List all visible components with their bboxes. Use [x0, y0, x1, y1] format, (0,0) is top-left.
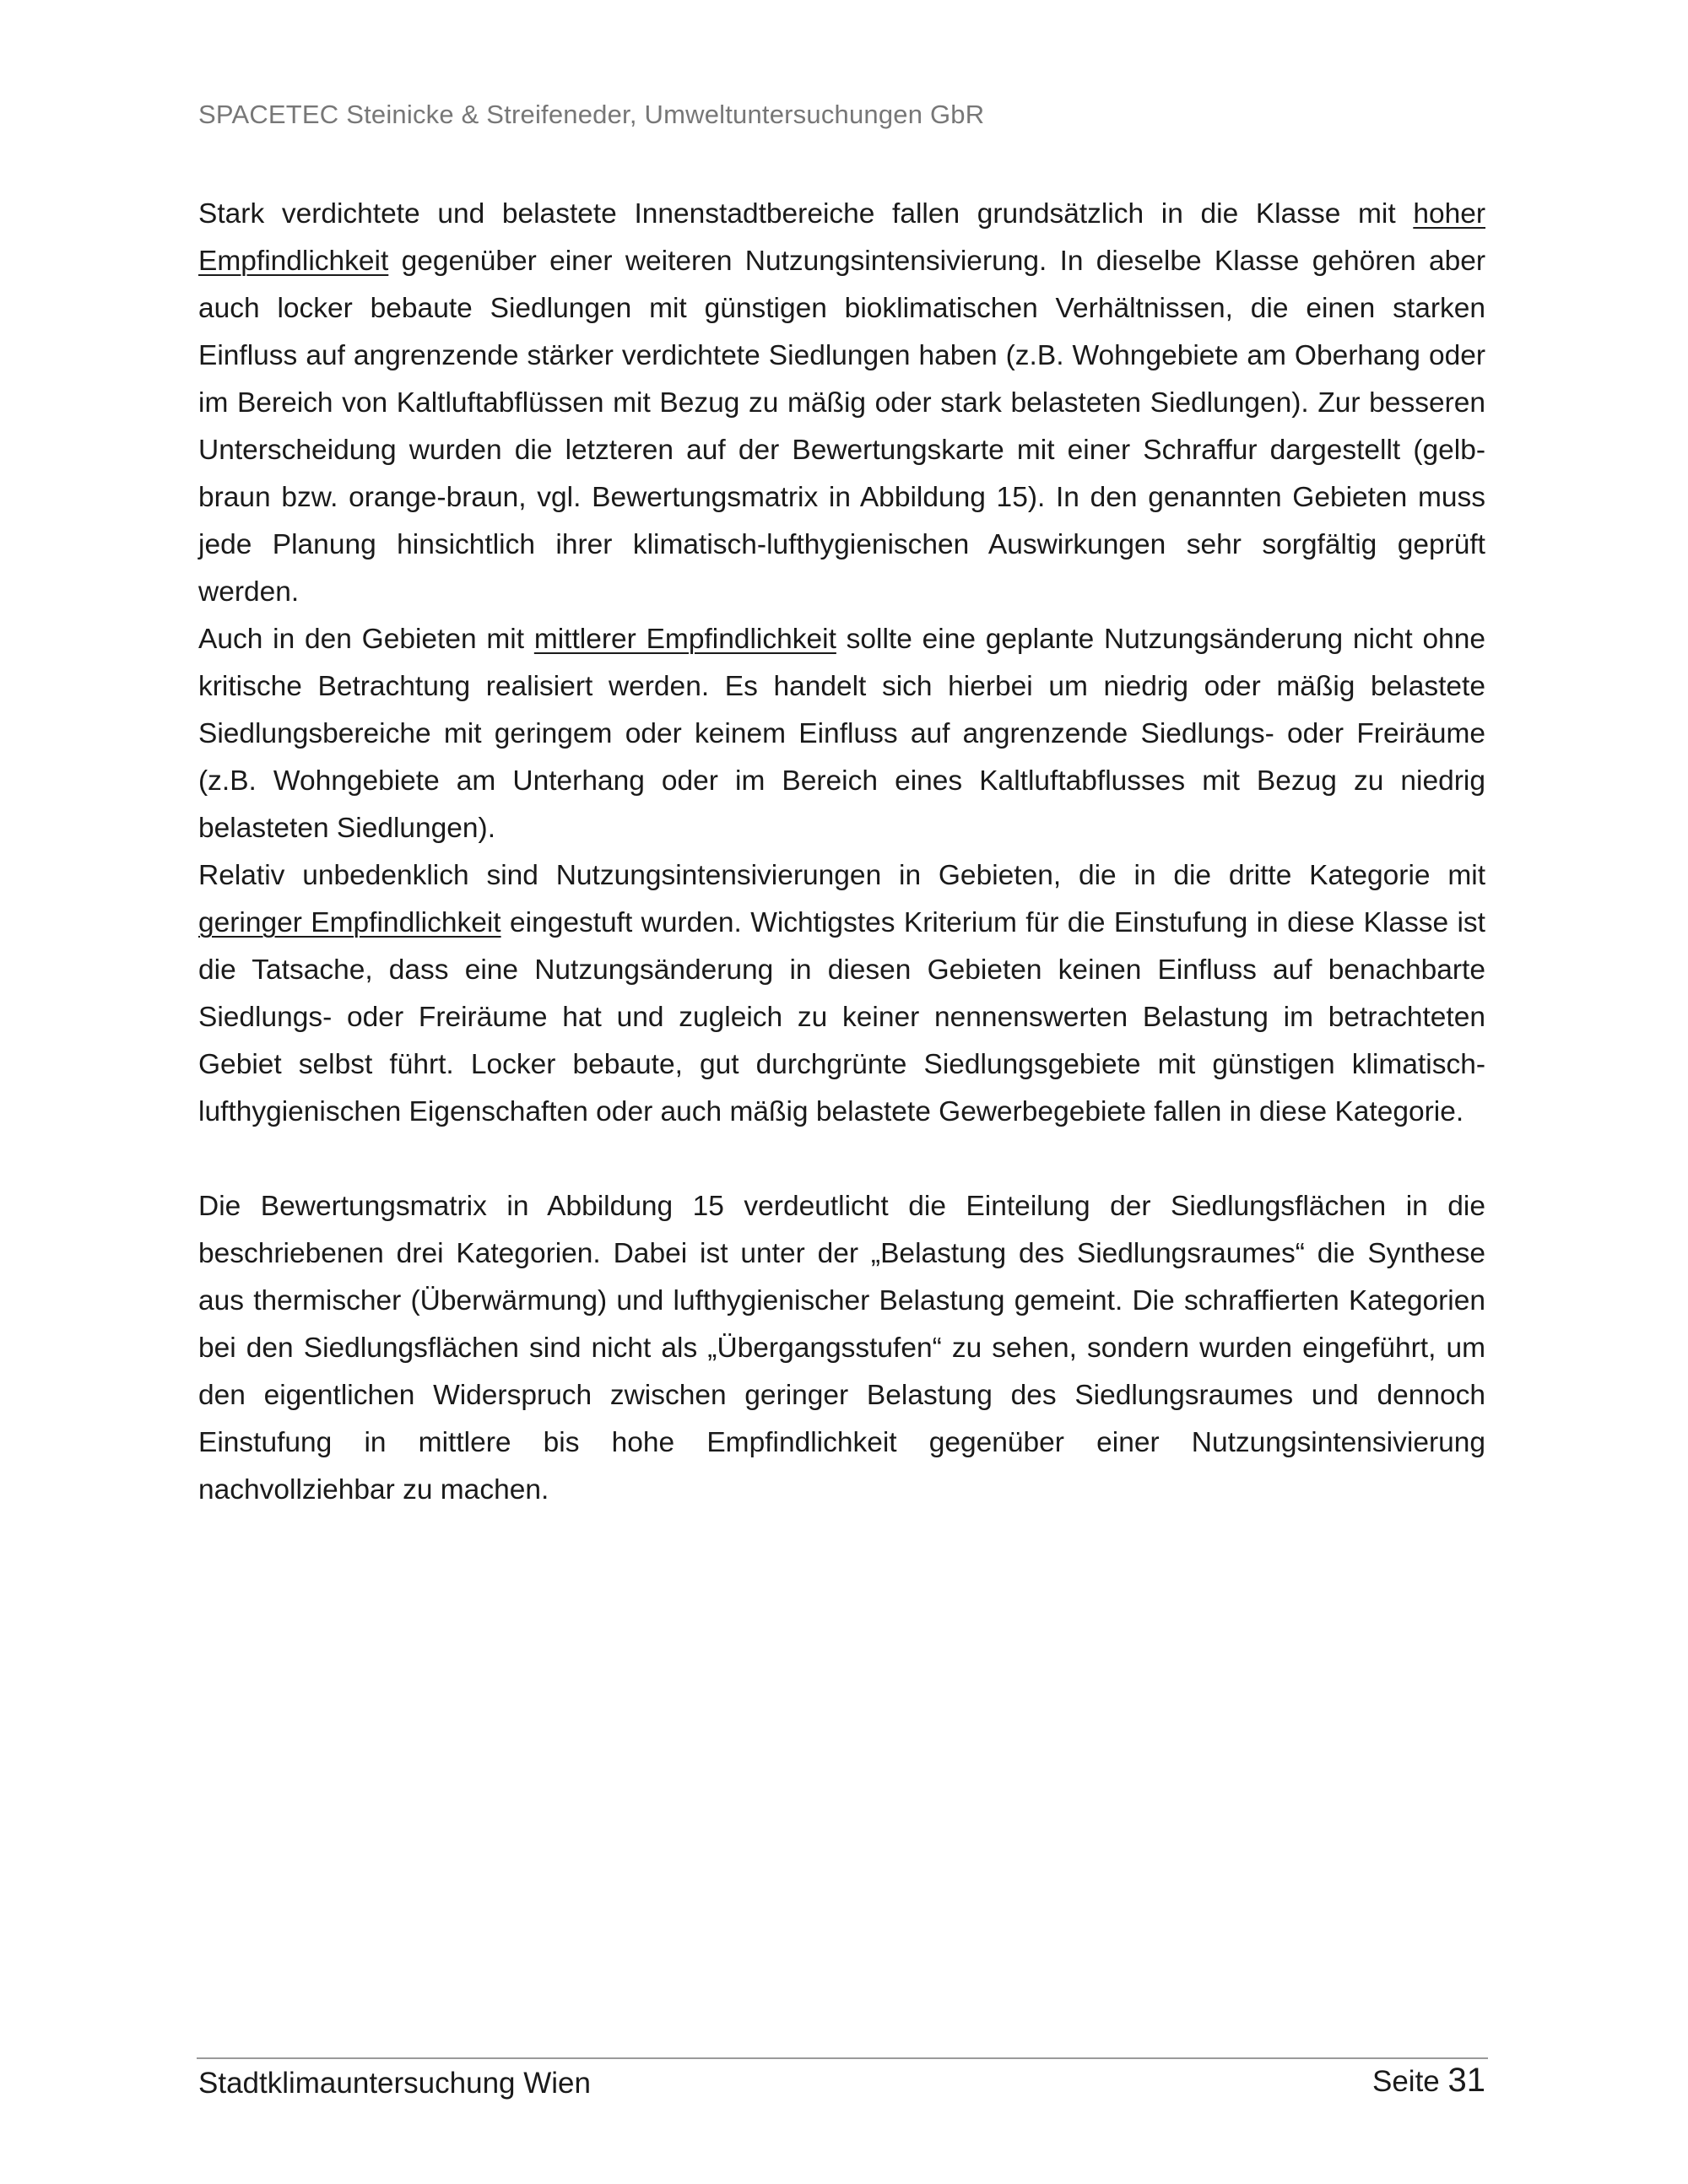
paragraph-text: Stark verdichtete und belastete Innenstadtbereiche fallen grundsätzlich in die Klasse mit — [198, 198, 1414, 230]
paragraph-text: gegenüber einer weiteren Nutzungsintensivierung. In dieselbe Klasse gehören aber auch locker bebaute Siedlungen mit günstigen bioklimatischen Verhältnissen, die einen starken Einfluss auf angrenzende stärker verdichtete Siedlungen haben (z.B. Wohngebiete am Oberhang oder im Bereich von Kaltluftabflüssen mit Bezug zu mäßig oder stark belasteten Siedlungen). Zur besseren Unterscheidung wurden die letzteren auf der Bewertungskarte mit einer Schraffur dargestellt (gelb-braun bzw. orange-braun, vgl. Bewertungsmatrix in Abbildung 15). In den genannten Gebieten muss jede Planung hinsichtlich ihrer klimatisch-lufthygienischen Auswirkungen sehr sorgfältig geprüft werden. — [198, 246, 1485, 608]
footer-document-title: Stadtklimauntersuchung Wien — [198, 2067, 591, 2100]
underlined-term-high-sensitivity: hoher Empfindlichkeit — [198, 198, 1485, 277]
paragraph-low-sensitivity — [198, 852, 1485, 1136]
paragraph-text: sollte eine geplante Nutzungsänderung nicht ohne kritische Betrachtung realisiert werden. Es handelt sich hierbei um niedrig oder mäßig belastete Siedlungsbereiche mit geringem oder keinem Einfluss auf angrenzende Siedlungs- oder Freiräume (z.B. Wohngebiete am Unterhang oder im Bereich eines Kaltluftabflusses mit Bezug zu niedrig belasteten Siedlungen). — [198, 624, 1485, 844]
page-header: SPACETEC Steinicke & Streifeneder, Umweltuntersuchungen GbR — [198, 100, 985, 129]
page-label: Seite — [1372, 2065, 1440, 2098]
footer-page-number — [1372, 2059, 1485, 2103]
paragraph-text: Auch in den Gebieten mit — [198, 624, 534, 655]
underlined-term-medium-sensitivity: mittlerer Empfindlichkeit — [533, 624, 836, 655]
paragraph-evaluation-matrix: Die Bewertungsmatrix in Abbildung 15 verdeutlicht die Einteilung der Siedlungsflächen in die beschriebenen drei Kategorien. Dabei ist unter der „Belastung des Siedlungsraumes“ die Synthese aus thermischer (Überwärmung) und lufthygienischer Belastung gemeint. Die schraffierten Kategorien bei den Siedlungsflächen sind nicht als „Übergangsstufen“ zu sehen, sondern wurden eingeführt, um den eigentlichen Widerspruch zwischen geringer Belastung des Siedlungsraumes und dennoch Einstufung in mittlere bis hohe Empfindlichkeit gegenüber einer Nutzungsintensivierung nachvollziehbar zu machen. — [198, 1191, 1485, 1506]
paragraph-text: Relativ unbedenklich sind Nutzungsintensivierungen in Gebieten, die in die dritte Kategorie mit — [198, 860, 1485, 891]
page-number: 31 — [1447, 2062, 1485, 2099]
body-text — [198, 191, 1485, 1514]
paragraph-high-sensitivity — [198, 191, 1485, 616]
paragraph-text: eingestuft wurden. Wichtigstes Kriterium für die Einstufung in diese Klasse ist die Tatsache, dass eine Nutzungsänderung in diesen Gebieten keinen Einfluss auf benachbarte Siedlungs- oder Freiräume hat und zugleich zu keiner nennenswerten Belastung im betrachteten Gebiet selbst führt. Locker bebaute, gut durchgrünte Siedlungsgebiete mit günstigen klimatisch-lufthygienischen Eigenschaften oder auch mäßig belastete Gewerbegebiete fallen in diese Kategorie. — [198, 907, 1485, 1127]
paragraph-medium-sensitivity — [198, 616, 1485, 852]
footer-divider — [197, 2057, 1488, 2059]
underlined-term-low-sensitivity: geringer Empfindlichkeit — [198, 907, 501, 938]
